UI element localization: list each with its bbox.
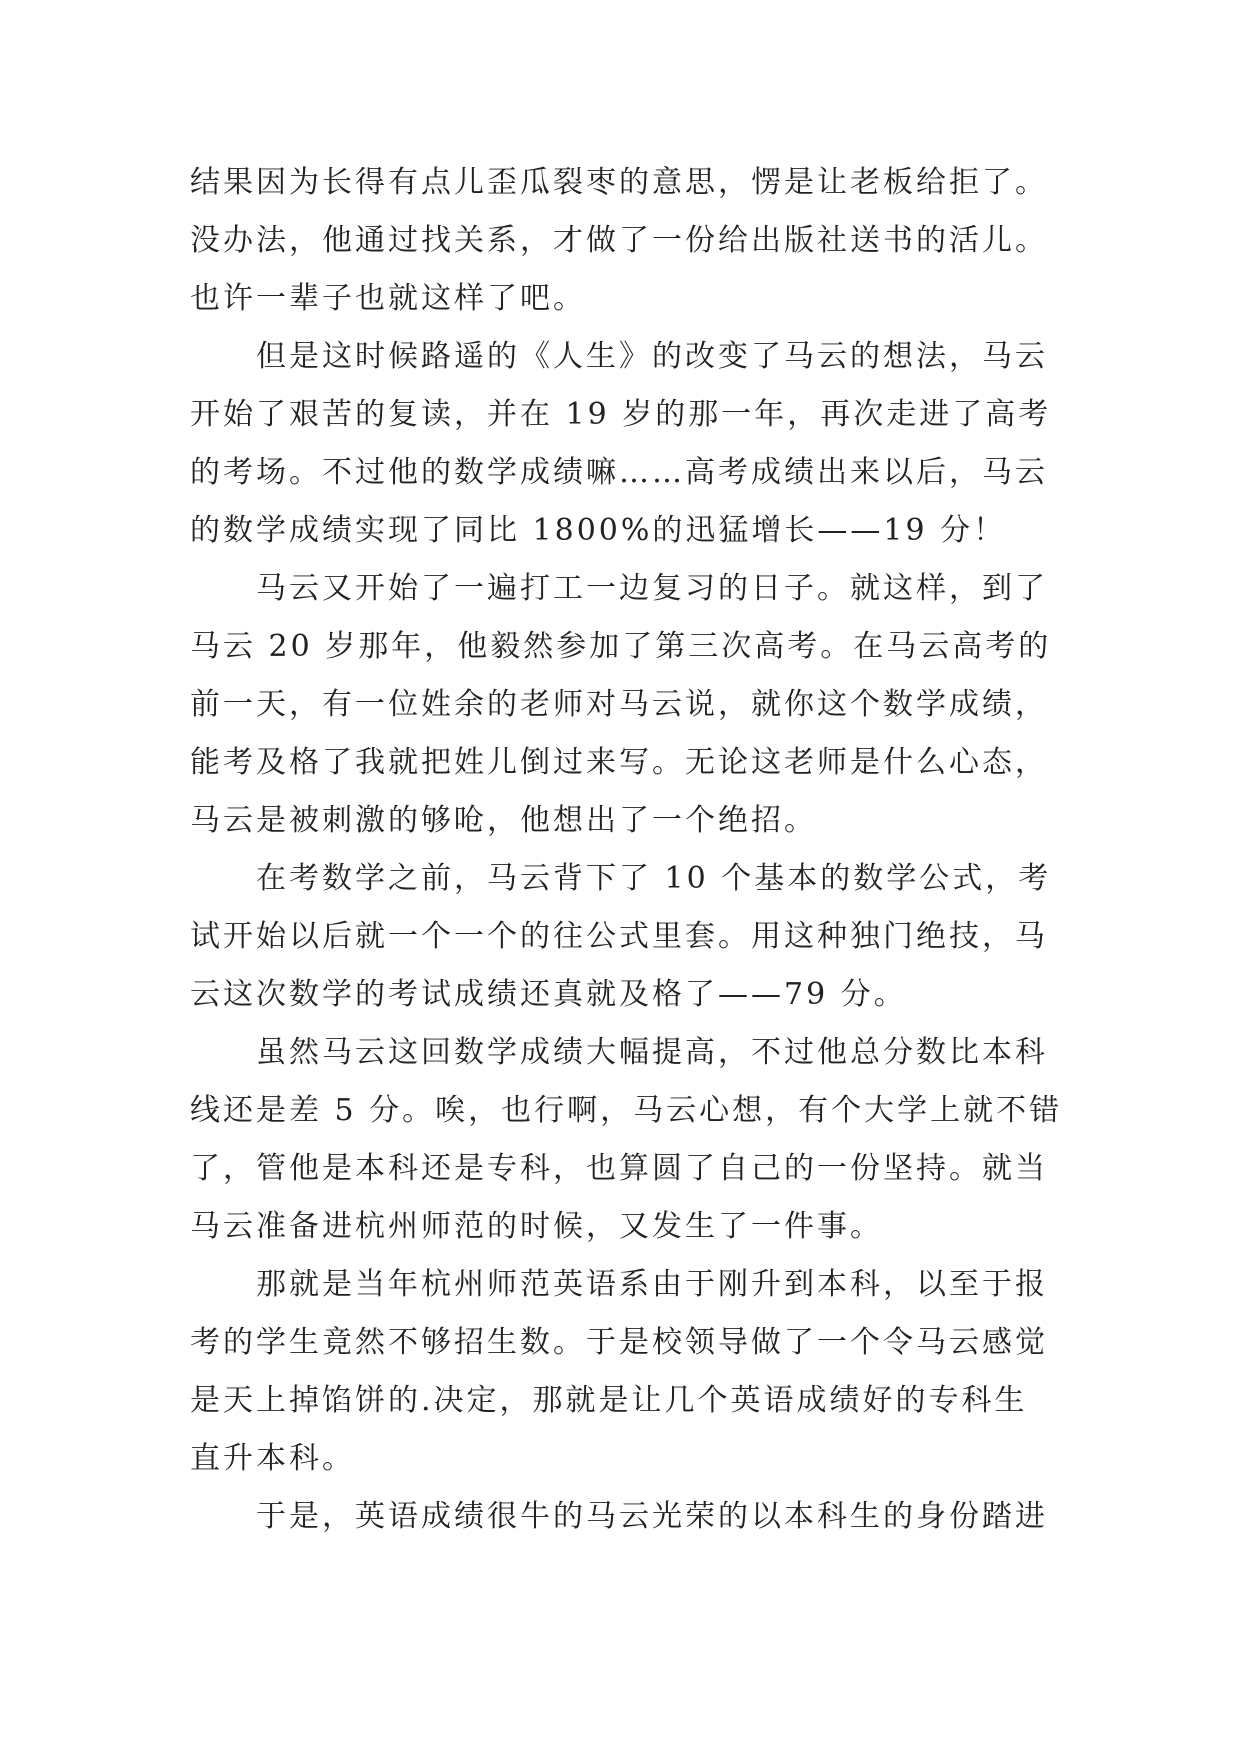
text-line: 开始了艰苦的复读，并在 19 岁的那一年，再次走进了高考 bbox=[190, 397, 1052, 432]
text-line: 试开始以后就一个一个的往公式里套。用这种独门绝技，马 bbox=[190, 919, 1048, 954]
text-line: 的考场。不过他的数学成绩嘛……高考成绩出来以后，马云 bbox=[190, 455, 1048, 490]
paragraph-first-line: 于是，英语成绩很牛的马云光荣的以本科生的身份踏进 bbox=[256, 1499, 1048, 1534]
text-line: 能考及格了我就把姓儿倒过来写。无论这老师是什么心态， bbox=[190, 745, 1048, 780]
paragraph-first-line: 虽然马云这回数学成绩大幅提高，不过他总分数比本科 bbox=[256, 1035, 1048, 1070]
paragraph-first-line: 但是这时候路遥的《人生》的改变了马云的想法，马云 bbox=[256, 339, 1048, 374]
text-line: 了，管他是本科还是专科，也算圆了自己的一份坚持。就当 bbox=[190, 1151, 1048, 1186]
text-line: 也许一辈子也就这样了吧。 bbox=[190, 281, 586, 316]
text-line: 没办法，他通过找关系，才做了一份给出版社送书的活儿。 bbox=[190, 223, 1048, 258]
text-line: 马云准备进杭州师范的时候，又发生了一件事。 bbox=[190, 1209, 883, 1244]
paragraph-first-line: 那就是当年杭州师范英语系由于刚升到本科，以至于报 bbox=[256, 1267, 1048, 1302]
text-line: 直升本科。 bbox=[190, 1441, 355, 1476]
text-line: 的数学成绩实现了同比 1800%的迅猛增长——19 分！ bbox=[190, 513, 1007, 548]
text-line: 马云 20 岁那年，他毅然参加了第三次高考。在马云高考的 bbox=[190, 629, 1052, 664]
text-line: 是天上掉馅饼的.决定，那就是让几个英语成绩好的专科生 bbox=[190, 1383, 1028, 1418]
text-line: 考的学生竟然不够招生数。于是校领导做了一个令马云感觉 bbox=[190, 1325, 1048, 1360]
text-line: 线还是差 5 分。唉，也行啊，马云心想，有个大学上就不错 bbox=[190, 1093, 1063, 1128]
paragraph-first-line: 马云又开始了一遍打工一边复习的日子。就这样，到了 bbox=[256, 571, 1048, 606]
text-line: 结果因为长得有点儿歪瓜裂枣的意思，愣是让老板给拒了。 bbox=[190, 165, 1048, 200]
paragraph-first-line: 在考数学之前，马云背下了 10 个基本的数学公式，考 bbox=[256, 861, 1052, 896]
text-line: 马云是被刺激的够呛，他想出了一个绝招。 bbox=[190, 803, 817, 838]
text-line: 前一天，有一位姓余的老师对马云说，就你这个数学成绩， bbox=[190, 687, 1048, 722]
text-line: 云这次数学的考试成绩还真就及格了——79 分。 bbox=[190, 977, 907, 1012]
